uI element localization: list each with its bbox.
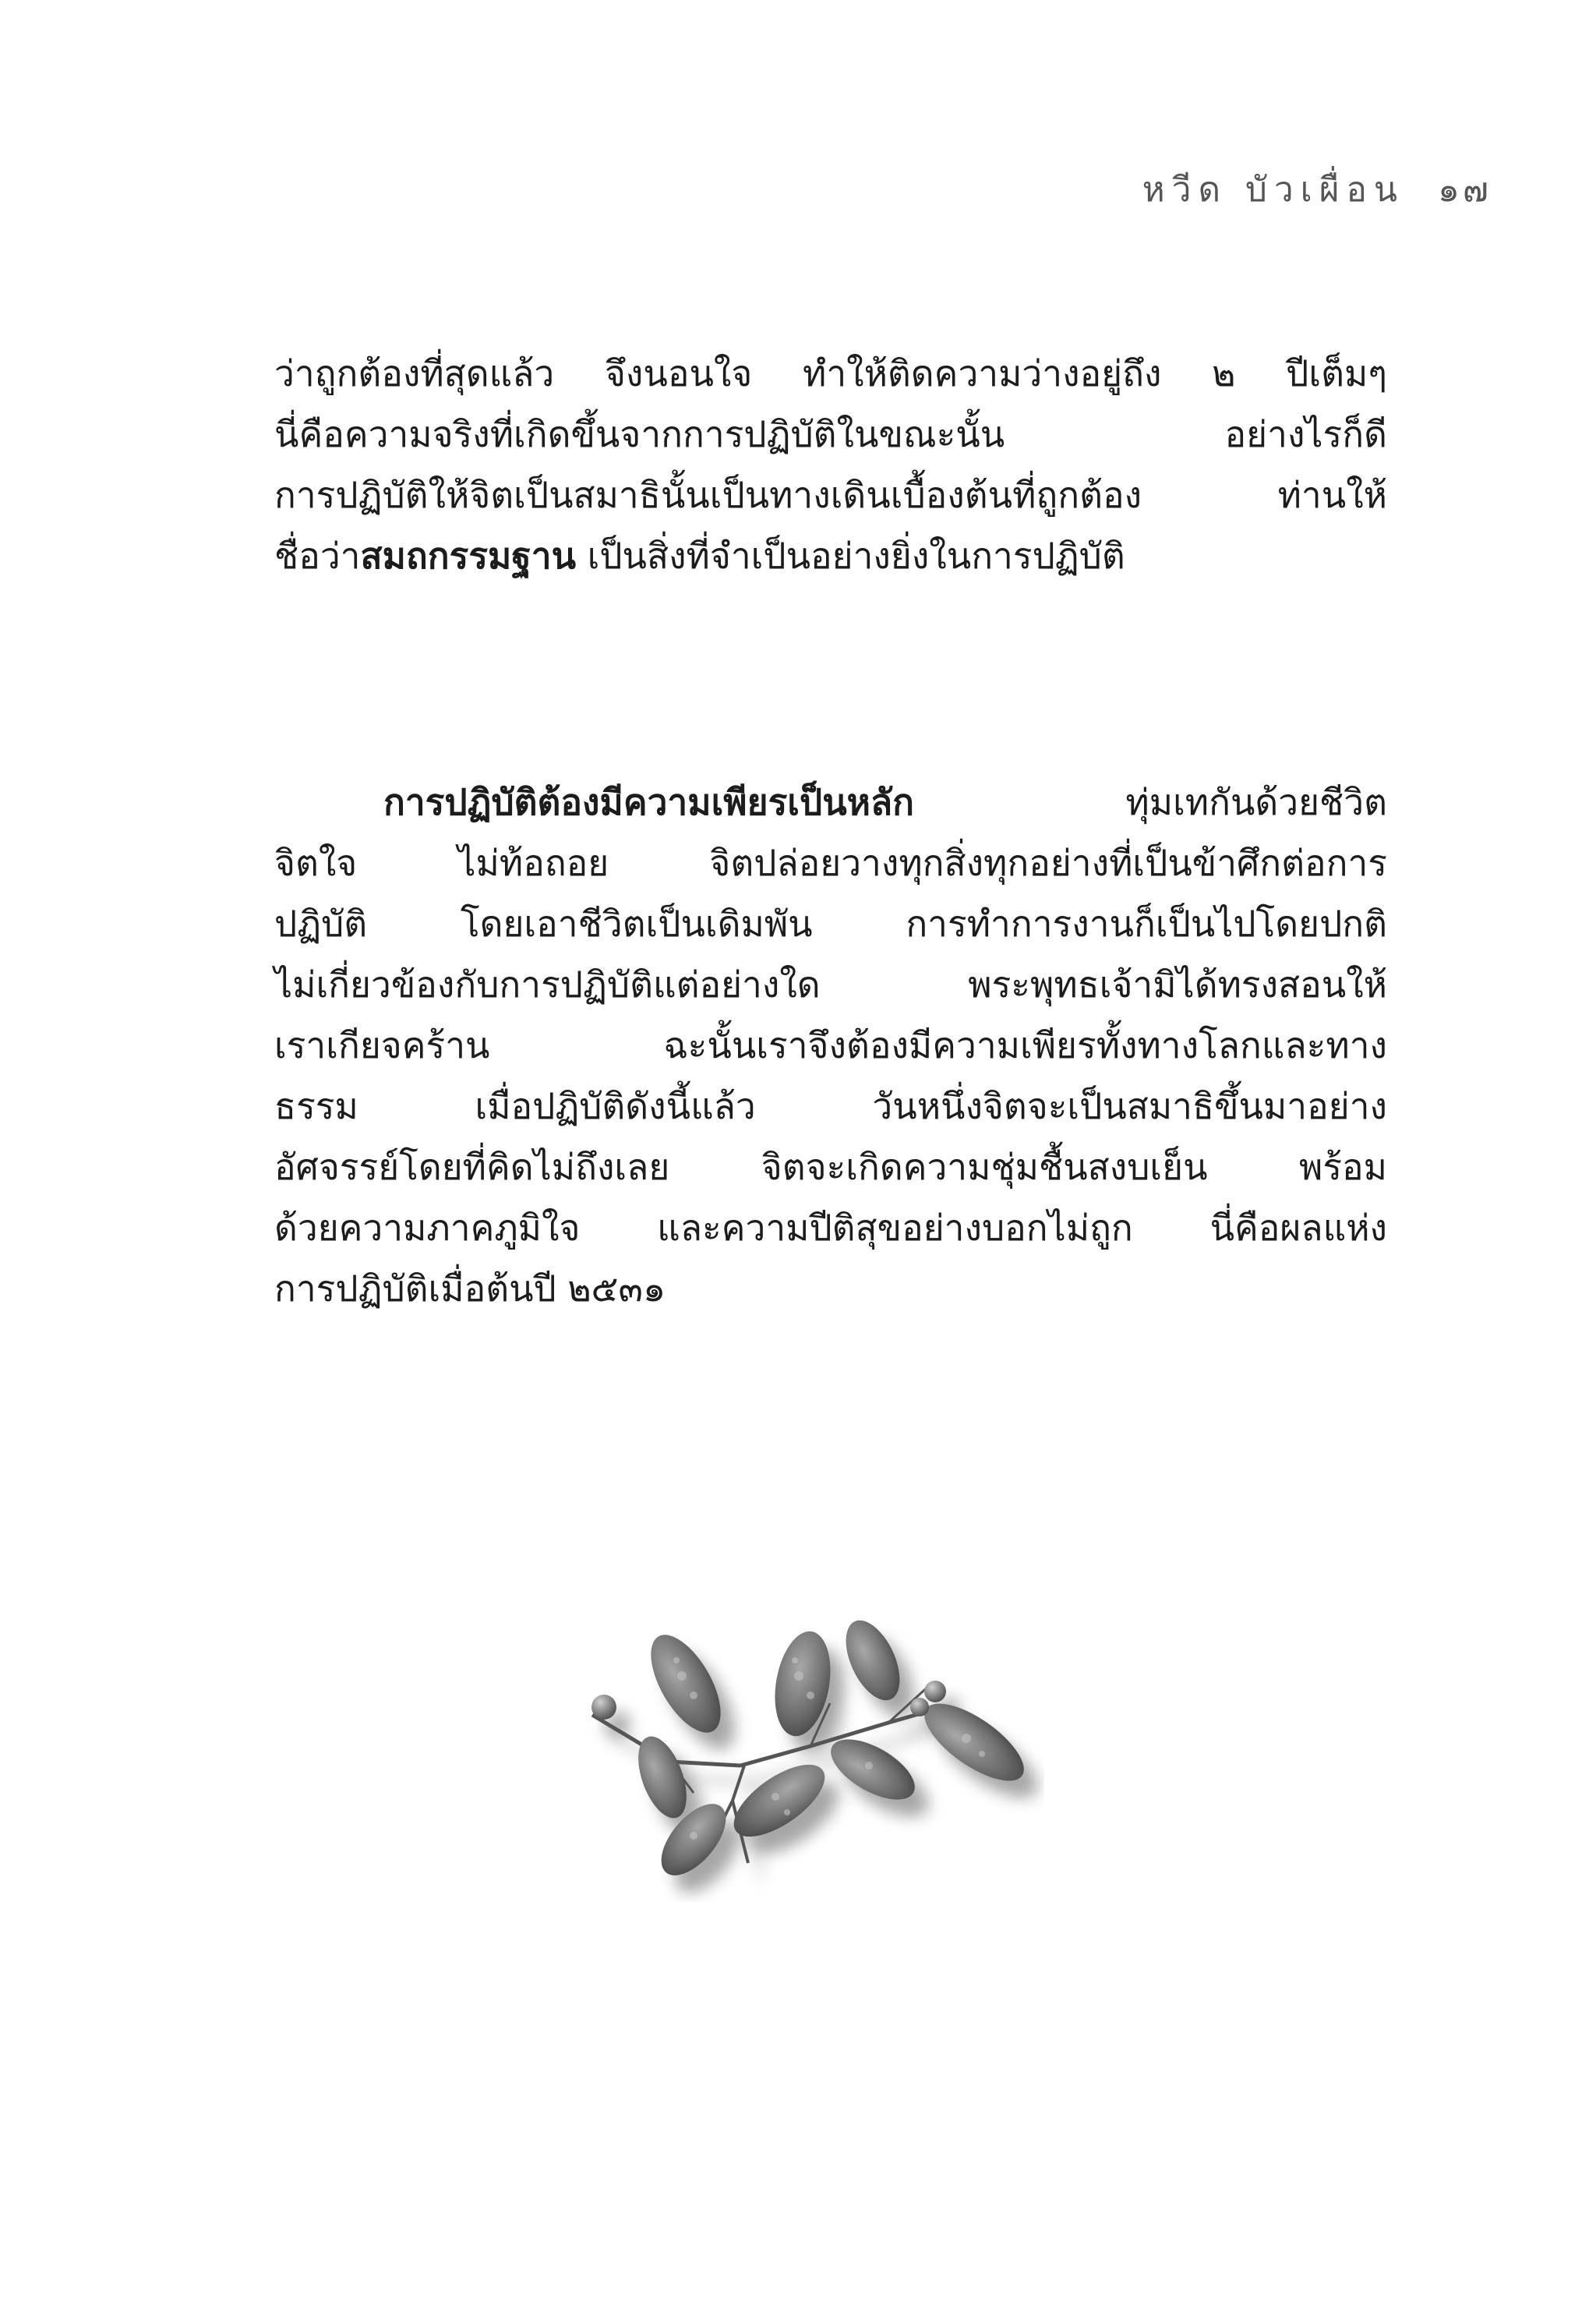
page-number: ๑๗ bbox=[1437, 170, 1492, 210]
paragraph-1-line: การปฏิบัติให้จิตเป็นสมาธินั้นเป็นทางเดินเบื้องต้นที่ถูกต้อง ท่านให้ bbox=[274, 474, 1387, 516]
paragraph-2-line: อัศจรรย์โดยที่คิดไม่ถึงเลย จิตจะเกิดความชุ่มชื้นสงบเย็น พร้อม bbox=[274, 1146, 1387, 1188]
paragraph-2-line: ปฏิบัติ โดยเอาชีวิตเป็นเดิมพัน การทำการงานก็เป็นไปโดยปกติ bbox=[274, 903, 1387, 945]
term-samatha-kammatthana: สมถกรรมฐาน bbox=[360, 535, 577, 577]
running-header bbox=[1142, 162, 1492, 217]
paragraph-2-first-rest: ทุ่มเทกันด้วยชีวิต bbox=[914, 781, 1387, 823]
paragraph-2-line: เราเกียจคร้าน ฉะนั้นเราจึงต้องมีความเพียรทั้งทางโลกและทาง bbox=[274, 1024, 1387, 1066]
paragraph-2-line: การปฏิบัติเมื่อต้นปี ๒๕๓๑ bbox=[274, 1267, 666, 1310]
paragraph-1-line bbox=[274, 525, 1387, 586]
paragraph-2-lead-heading: การปฏิบัติต้องมีความเพียรเป็นหลัก bbox=[383, 781, 915, 823]
paragraph-2-line bbox=[274, 772, 1387, 833]
paragraph-2 bbox=[274, 772, 1387, 1319]
paragraph-1-last-suffix: เป็นสิ่งที่จำเป็นอย่างยิ่งในการปฏิบัติ bbox=[576, 535, 1125, 577]
paragraph-1 bbox=[274, 343, 1387, 586]
paragraph-2-line: ธรรม เมื่อปฏิบัติดังนี้แล้ว วันหนึ่งจิตจะเป็นสมาธิขึ้นมาอย่าง bbox=[274, 1085, 1387, 1127]
paragraph-1-line: ว่าถูกต้องที่สุดแล้ว จึงนอนใจ ทำให้ติดความว่างอยู่ถึง ๒ ปีเต็มๆ bbox=[274, 352, 1387, 394]
paragraph-2-line: ด้วยความภาคภูมิใจ และความปีติสุขอย่างบอกไม่ถูก นี่คือผลแห่ง bbox=[274, 1207, 1387, 1249]
paragraph-1-line: นี่คือความจริงที่เกิดขึ้นจากการปฏิบัติในขณะนั้น อย่างไรก็ดี bbox=[274, 413, 1387, 455]
paragraph-2-line: ไม่เกี่ยวข้องกับการปฏิบัติแต่อย่างใด พระพุทธเจ้ามิได้ทรงสอนให้ bbox=[274, 963, 1387, 1006]
paragraph-1-last-prefix: ชื่อว่า bbox=[274, 535, 361, 577]
header-author: หวีด บัวเผื่อน bbox=[1142, 170, 1404, 210]
leaf-branch-ornament-icon bbox=[577, 1606, 1044, 1902]
paragraph-2-line: จิตใจ ไม่ท้อถอย จิตปล่อยวางทุกสิ่งทุกอย่างที่เป็นข้าศึกต่อการ bbox=[274, 842, 1387, 884]
